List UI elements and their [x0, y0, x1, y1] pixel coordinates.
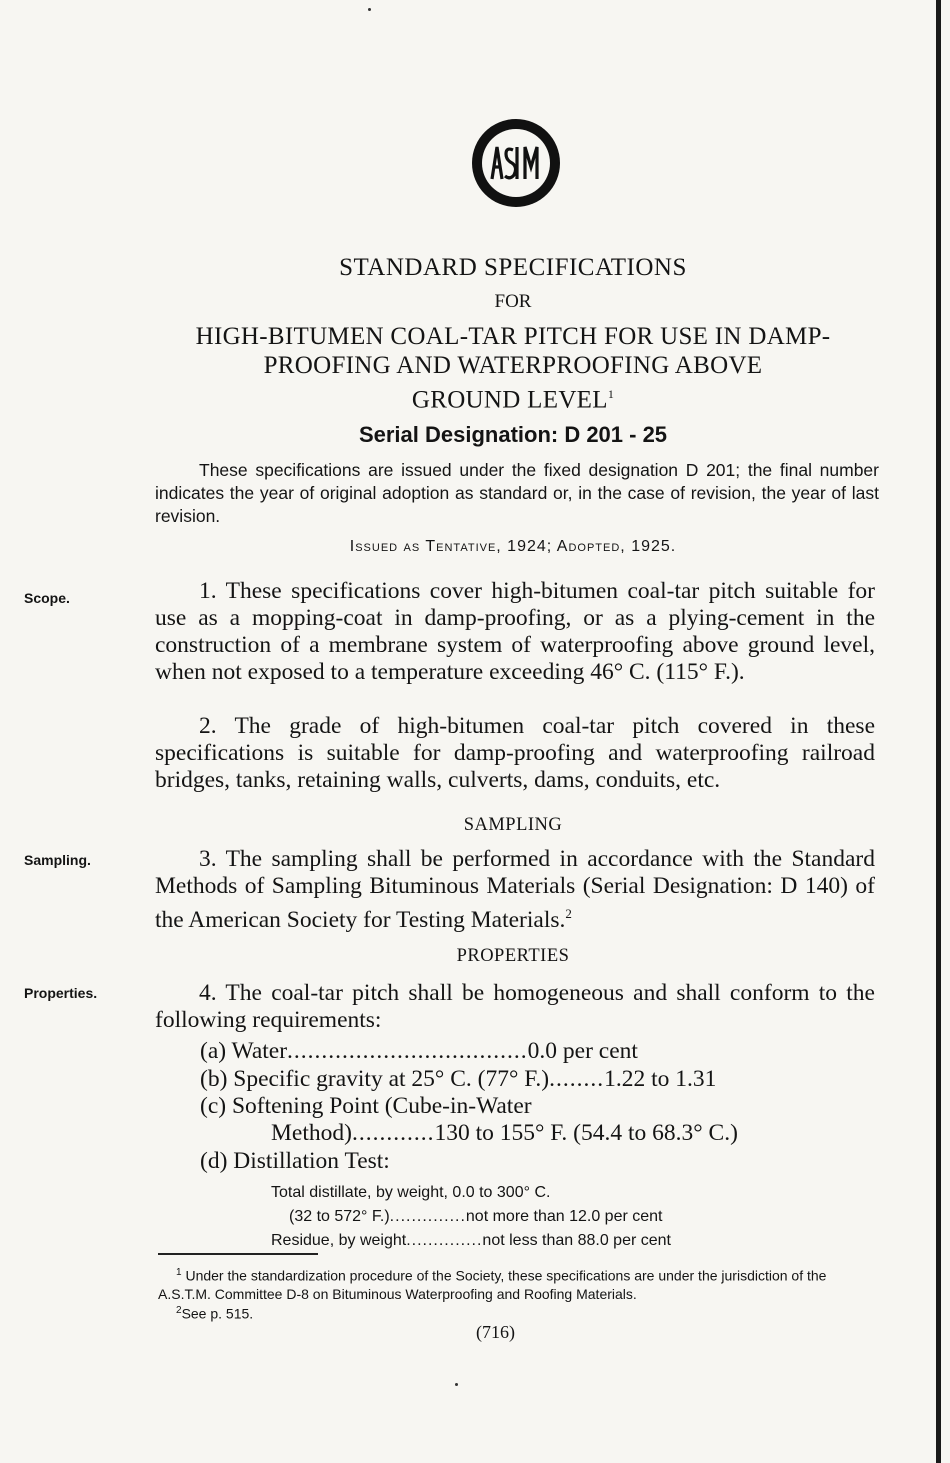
requirement-softening-point-method: Method)............130 to 155° F. (54.4 to 68.3° C.) — [271, 1120, 738, 1146]
requirement-water: (a) Water...................................0.0 per cent — [200, 1038, 638, 1064]
margin-note-scope: Scope. — [24, 590, 70, 606]
section-heading-sampling: SAMPLING — [463, 815, 563, 835]
footnote-ref[interactable]: 1 — [607, 387, 615, 401]
paragraph-grade: 2. The grade of high-bitumen coal-tar pitch covered in these specifications is suitable for damp-proofing and waterproofing railroad bridges, tanks, retaining walls, culverts, dams, conduits, etc. — [155, 713, 875, 793]
footnote-2: $^2$See p. 515. — [176, 1305, 254, 1322]
designation-note: These specifications are issued under the fixed designation D 201; the final number indicates the year of original adoption as standard or, in the case of revision, the year of last revision. — [155, 460, 879, 526]
footnote-divider — [158, 1253, 318, 1255]
page-number: (716) — [476, 1322, 515, 1342]
document-subtitle — [150, 322, 876, 414]
section-heading-properties: PROPERTIES — [456, 946, 570, 966]
serial-designation: Serial Designation: D 201 - 25 — [358, 422, 668, 447]
subtitle-line-1: HIGH-BITUMEN COAL-TAR PITCH FOR USE IN DAMP- — [195, 323, 831, 350]
paragraph-scope: 1. These specifications cover high-bitumen coal-tar pitch suitable for use as a mopping-coat in damp-proofing, or as a plying-cement in the construction of a membrane system of waterproofing above ground level, when not exposed to a temperature exceeding 46° C. (115° F.). — [155, 578, 875, 685]
subtitle-line-3: GROUND LEVEL$^1$ — [411, 386, 615, 414]
distillation-total: Total distillate, by weight, 0.0 to 300° C. — [271, 1184, 551, 1201]
for-label: FOR — [494, 291, 532, 312]
requirement-softening-point: (c) Softening Point (Cube-in-Water — [200, 1093, 532, 1119]
distillation-residue: Residue, by weight..............not less than 88.0 per cent — [271, 1232, 671, 1249]
requirement-specific-gravity: (b) Specific gravity at 25° C. (77° F.)........1.22 to 1.31 — [200, 1066, 717, 1092]
paragraph-properties: 4. The coal-tar pitch shall be homogeneous and shall conform to the following requirements: — [155, 980, 875, 1033]
margin-note-properties: Properties. — [24, 985, 98, 1001]
document-title: STANDARD SPECIFICATIONS — [339, 254, 687, 281]
distillation-range: (32 to 572° F.)..............not more than 12.0 per cent — [289, 1208, 663, 1225]
scan-speck — [455, 1383, 458, 1386]
issued-adopted-line: Issued as Tentative, 1924; Adopted, 1925. — [349, 538, 677, 555]
requirement-distillation: (d) Distillation Test: — [200, 1148, 390, 1174]
footnote-1: $^1$ Under the standardization procedure of the Society, these specifications are under the jurisdiction of the A.S.T.M. Committee D-8 on Bituminous Waterproofing and Roofing Materials. — [158, 1267, 827, 1302]
astm-logo — [470, 117, 562, 209]
scan-speck — [368, 8, 371, 11]
footnote-ref[interactable]: 2 — [565, 906, 572, 921]
subtitle-line-2: PROOFING AND WATERPROOFING ABOVE — [263, 352, 763, 379]
margin-note-sampling: Sampling. — [24, 852, 91, 868]
page-edge-rule — [936, 0, 941, 1463]
paragraph-sampling: 3. The sampling shall be performed in accordance with the Standard Methods of Sampling Bituminous Materials (Serial Designation: D 140) of the American Society for Testing Materials.$^2$ — [155, 846, 875, 933]
